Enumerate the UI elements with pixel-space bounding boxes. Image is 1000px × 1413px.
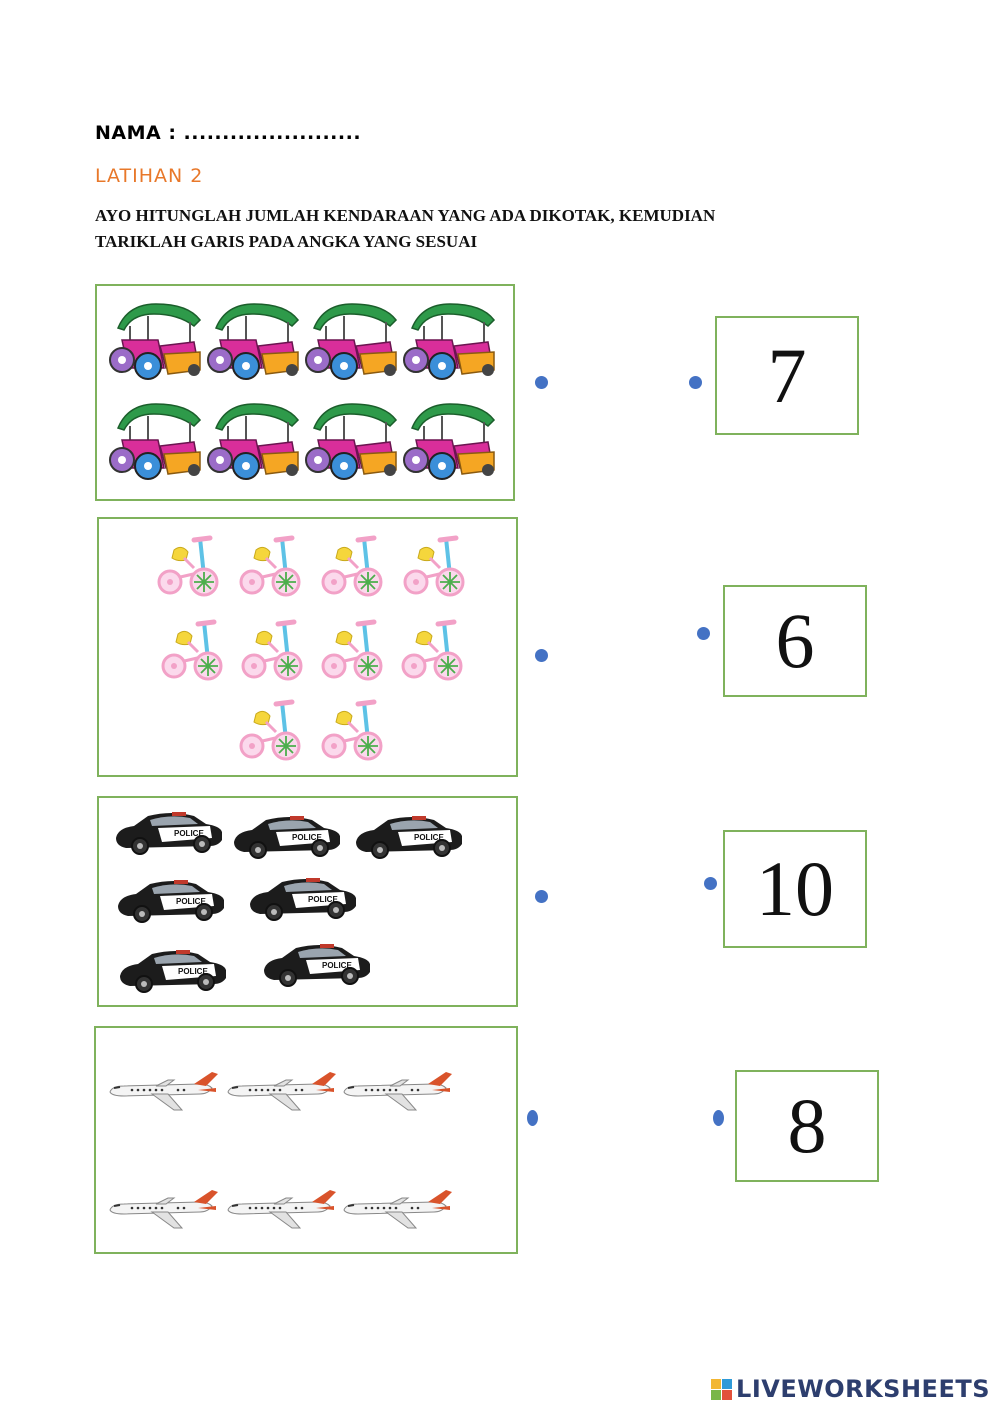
number-box-1: 7 (715, 316, 859, 435)
logo-icon (711, 1379, 732, 1400)
number-box-2: 6 (723, 585, 867, 697)
police-car-picture (112, 806, 472, 996)
instruction-line-1: AYO HITUNGLAH JUMLAH KENDARAAN YANG ADA DIKOTAK, KEMUDIAN (95, 206, 716, 225)
right-dot-3[interactable] (704, 877, 717, 890)
tricycle-picture (150, 528, 480, 768)
left-dot-3[interactable] (535, 890, 548, 903)
right-dot-1[interactable] (689, 376, 702, 389)
instruction-line-2: TARIKLAH GARIS PADA ANGKA YANG SESUAI (95, 232, 478, 251)
becak-picture (108, 298, 508, 488)
liveworksheets-logo (711, 1375, 990, 1403)
police-label: POLICE (414, 833, 444, 842)
police-label: POLICE (322, 961, 352, 970)
police-label: POLICE (174, 829, 204, 838)
police-label: POLICE (178, 967, 208, 976)
brand-text: LIVEWORKSHEETS (736, 1375, 990, 1403)
right-dot-4[interactable] (713, 1110, 724, 1126)
left-dot-1[interactable] (535, 376, 548, 389)
right-dot-2[interactable] (697, 627, 710, 640)
number-box-4: 8 (735, 1070, 879, 1182)
airplane-picture (108, 1066, 468, 1246)
number-box-3: 10 (723, 830, 867, 948)
name-label: NAMA : ....................... (95, 122, 362, 144)
left-dot-2[interactable] (535, 649, 548, 662)
police-label: POLICE (176, 897, 206, 906)
left-dot-4[interactable] (527, 1110, 538, 1126)
exercise-title: LATIHAN 2 (95, 165, 204, 187)
police-label: POLICE (308, 895, 338, 904)
police-label: POLICE (292, 833, 322, 842)
